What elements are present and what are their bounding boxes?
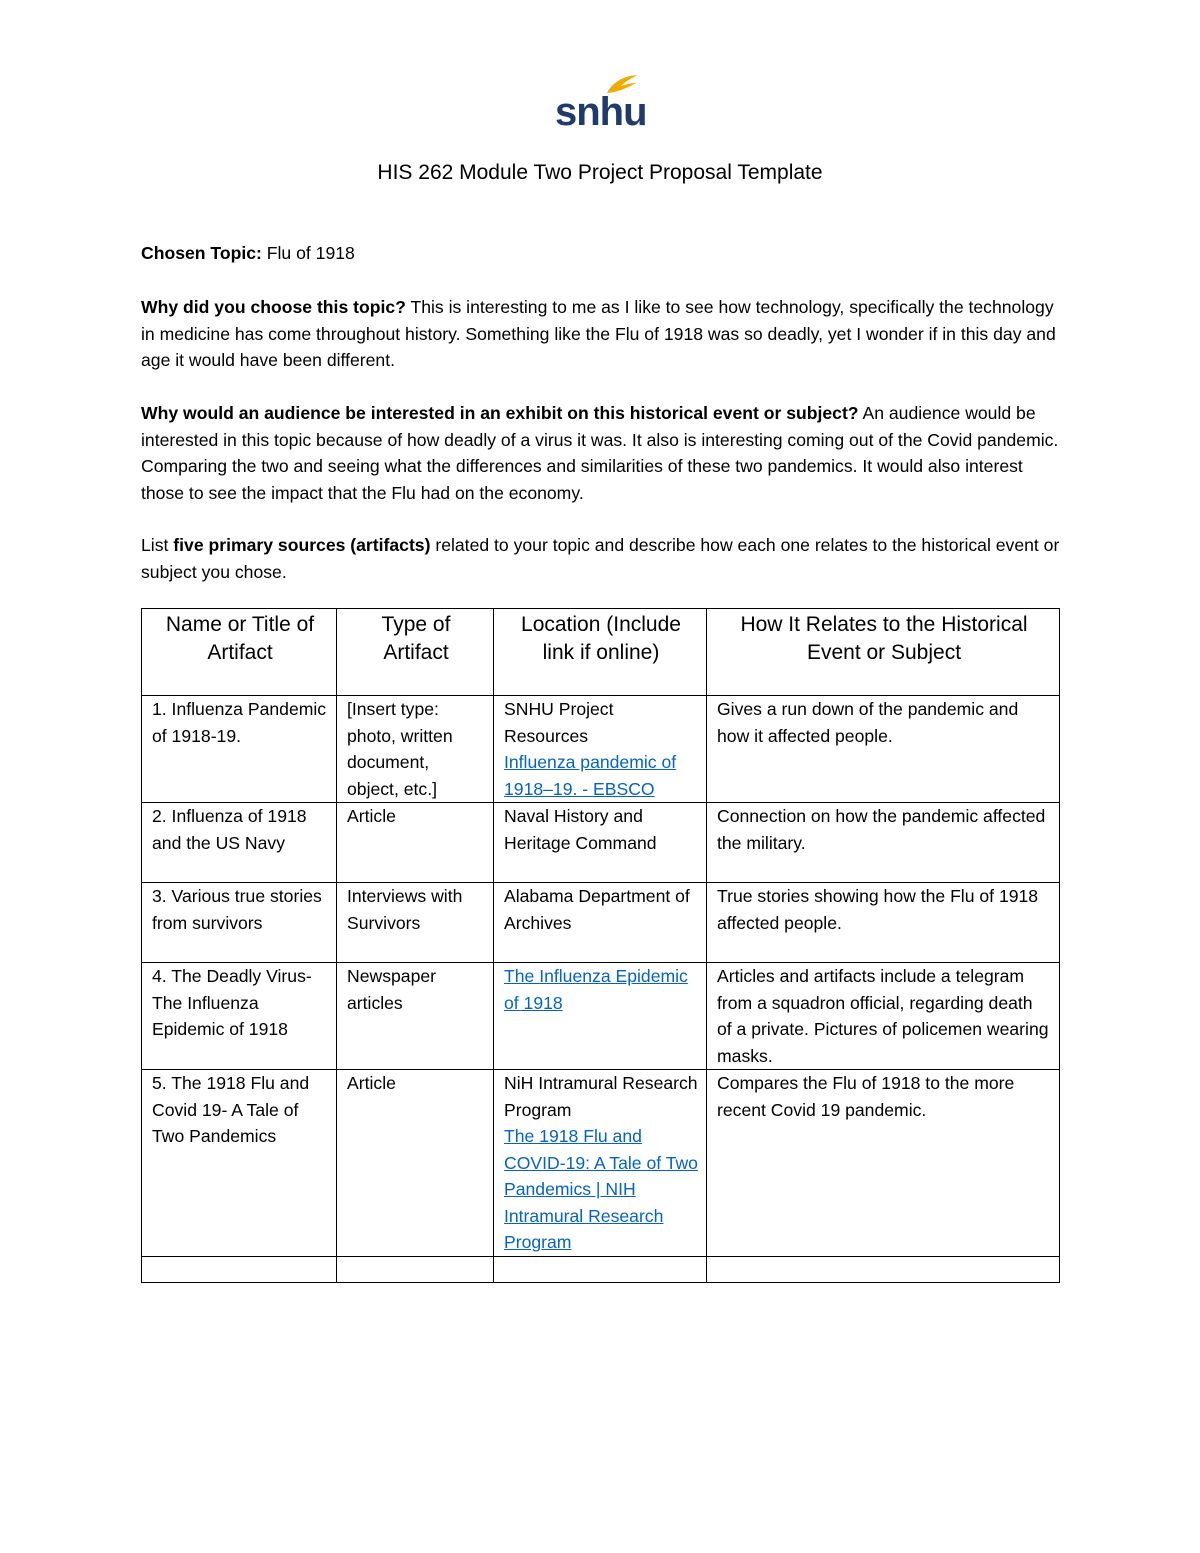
cell-relation	[707, 1256, 1060, 1282]
header-location: Location (Include link if online)	[494, 609, 707, 696]
location-link[interactable]: Influenza pandemic of 1918–19. - EBSCO	[504, 752, 677, 799]
chosen-topic-label: Chosen Topic:	[141, 243, 262, 263]
cell-location	[494, 803, 707, 883]
why-topic	[141, 294, 1061, 374]
cell-type: [Insert type: photo, written document, object, etc.]	[337, 696, 494, 803]
sources-table	[141, 608, 1060, 1283]
table-row	[142, 803, 1060, 883]
audience-answer: An audience would be interested in this topic because of how deadly of a virus it was. It also is interesting coming out of the Covid pandemic. Comparing the two and seeing what the differences and similarities of these two pandemics. It would also interest those to see the impact that the Flu had on the economy.	[141, 403, 1059, 503]
cell-relation: True stories showing how the Flu of 1918 affected people.	[707, 883, 1060, 963]
chosen-topic-value: Flu of 1918	[261, 243, 355, 263]
cell-name: 3. Various true stories from survivors	[142, 883, 337, 963]
table-row-empty	[142, 1256, 1060, 1282]
table-row	[142, 1070, 1060, 1257]
cell-location	[494, 1256, 707, 1282]
cell-relation: Connection on how the pandemic affected the military.	[707, 803, 1060, 883]
cell-name: 4. The Deadly Virus- The Influenza Epidemic of 1918	[142, 963, 337, 1070]
sources-intro-pre: List	[141, 535, 174, 555]
location-text: NiH Intramural Research Program	[504, 1073, 698, 1120]
table-row	[142, 883, 1060, 963]
location-text: Alabama Department of Archives	[504, 886, 690, 933]
location-link[interactable]: The 1918 Flu and COVID-19: A Tale of Two Pandemics | NIH Intramural Research Program	[504, 1126, 698, 1252]
cell-name: 1. Influenza Pandemic of 1918-19.	[142, 696, 337, 803]
logo-wordmark: snhu	[555, 90, 647, 134]
cell-name	[142, 1256, 337, 1282]
snhu-logo	[555, 74, 647, 134]
header-relation: How It Relates to the Historical Event or Subject	[707, 609, 1060, 696]
header-name: Name or Title of Artifact	[142, 609, 337, 696]
cell-location	[494, 883, 707, 963]
location-text: SNHU Project Resources	[504, 699, 614, 746]
why-topic-answer: This is interesting to me as I like to see how technology, specifically the technology in medicine has come throughout history. Something like the Flu of 1918 was so deadly, yet I wonder if in this day and age it would have been different.	[141, 297, 1056, 370]
table-row	[142, 696, 1060, 803]
sources-intro-bold: five primary sources (artifacts)	[173, 535, 431, 555]
header-type: Type of Artifact	[337, 609, 494, 696]
cell-relation: Articles and artifacts include a telegram from a squadron official, regarding death of a private. Pictures of policemen wearing masks.	[707, 963, 1060, 1070]
sources-intro	[141, 532, 1061, 585]
chosen-topic	[141, 240, 1061, 267]
page-title: HIS 262 Module Two Project Proposal Template	[377, 161, 823, 184]
location-text: Naval History and Heritage Command	[504, 806, 657, 853]
audience-interest	[141, 400, 1061, 506]
cell-name: 5. The 1918 Flu and Covid 19- A Tale of Two Pandemics	[142, 1070, 337, 1257]
cell-relation: Compares the Flu of 1918 to the more recent Covid 19 pandemic.	[707, 1070, 1060, 1257]
location-link[interactable]: The Influenza Epidemic of 1918	[504, 966, 688, 1013]
cell-type	[337, 1256, 494, 1282]
cell-location	[494, 963, 707, 1070]
table-header-row	[142, 609, 1060, 696]
cell-name: 2. Influenza of 1918 and the US Navy	[142, 803, 337, 883]
cell-relation: Gives a run down of the pandemic and how it affected people.	[707, 696, 1060, 803]
table-row	[142, 963, 1060, 1070]
sources-intro-post: related to your topic and describe how each one relates to the historical event or subject you chose.	[141, 535, 1060, 582]
cell-type: Newspaper articles	[337, 963, 494, 1070]
why-topic-label: Why did you choose this topic?	[141, 297, 406, 317]
cell-type: Interviews with Survivors	[337, 883, 494, 963]
cell-location	[494, 696, 707, 803]
cell-type: Article	[337, 803, 494, 883]
cell-type: Article	[337, 1070, 494, 1257]
cell-location	[494, 1070, 707, 1257]
audience-label: Why would an audience be interested in an exhibit on this historical event or subject?	[141, 403, 859, 423]
